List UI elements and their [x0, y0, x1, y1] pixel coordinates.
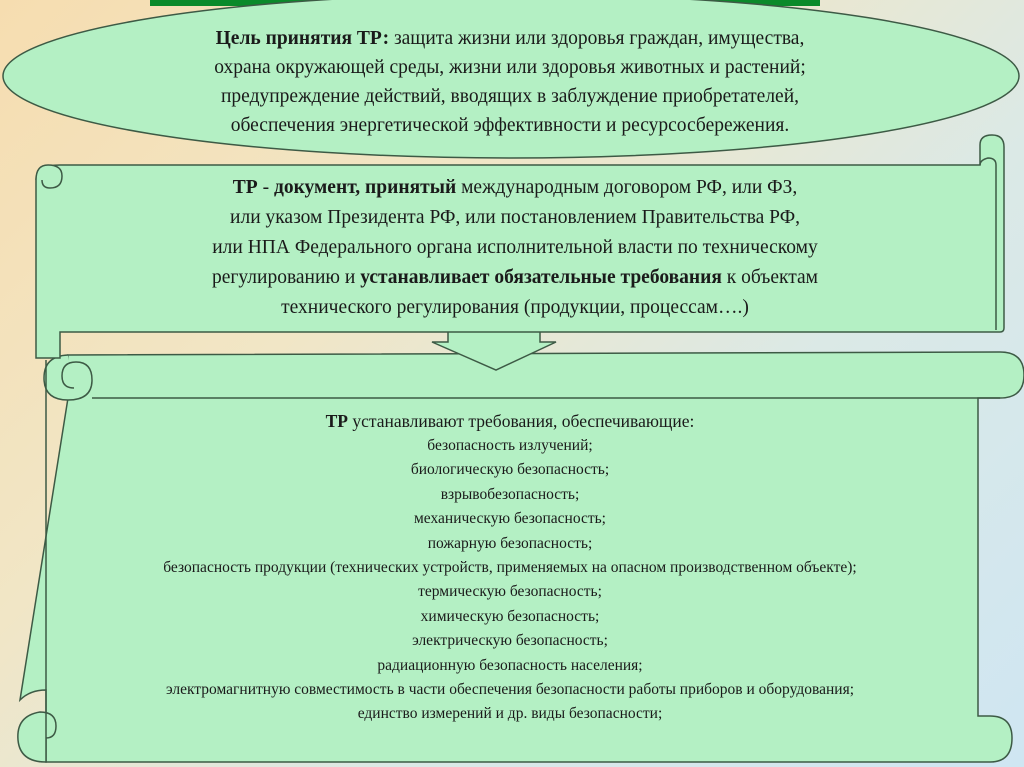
definition-bold: документ, принятый — [273, 177, 457, 198]
requirement-item: безопасность излучений; — [427, 437, 593, 454]
requirements-heading-bold: ТР — [325, 411, 348, 431]
definition-line-4-start: регулированию и — [211, 267, 361, 288]
requirements-heading-text: устанавливают требования, обеспечивающие: — [347, 411, 695, 431]
definition-line-4-bold: устанавливает обязательные требования — [360, 267, 722, 288]
requirement-item: радиационную безопасность населения; — [377, 656, 643, 674]
requirements-text — [70, 408, 950, 727]
requirement-item: термическую безопасность; — [418, 583, 602, 601]
goal-line-1 — [90, 24, 930, 53]
requirement-item: механическую безопасность; — [413, 510, 606, 528]
goal-line-1-text: защита жизни или здоровья граждан, имущества, — [389, 28, 805, 49]
definition-line-1 — [80, 173, 950, 203]
definition-line-3: или НПА Федерального органа исполнительной власти по техническому — [212, 237, 818, 258]
definition-line-2: или указом Президента РФ, или постановлением Правительства РФ, — [230, 207, 800, 228]
definition-line-4 — [80, 263, 950, 293]
requirement-item: химическую безопасность; — [420, 607, 600, 625]
goal-line-3: предупреждение действий, вводящих в заблуждение приобретателей, — [220, 86, 800, 107]
requirement-item: единство измерений и др. виды безопасности; — [357, 705, 663, 723]
requirement-item: взрывобезопасность; — [440, 485, 580, 503]
requirement-item: безопасность продукции (технических устройств, применяемых на опасном производственном объекте); — [163, 559, 857, 577]
goal-label: Цель принятия ТР: — [215, 28, 390, 49]
requirement-item: электромагнитную совместимость в части обеспечения безопасности работы приборов и оборудования; — [165, 681, 855, 699]
requirements-heading — [70, 408, 950, 434]
goal-line-2: охрана окружающей среды, жизни или здоровья животных и растений; — [214, 57, 806, 78]
requirement-item: пожарную безопасность; — [427, 534, 593, 552]
tr-abbr: ТР — [232, 177, 258, 198]
definition-line-1-text: международным договором РФ, или ФЗ, — [456, 177, 798, 198]
requirement-item: электрическую безопасность; — [412, 632, 608, 650]
definition-line-5: технического регулирования (продукции, процессам….) — [281, 297, 749, 318]
dash: - — [257, 177, 274, 198]
definition-text — [80, 173, 950, 323]
definition-line-4-end: к объектам — [721, 267, 819, 288]
goal-text — [90, 24, 930, 140]
goal-line-4: обеспечения энергетической эффективности и ресурсосбережения. — [230, 115, 790, 136]
requirement-item: биологическую безопасность; — [410, 461, 610, 479]
